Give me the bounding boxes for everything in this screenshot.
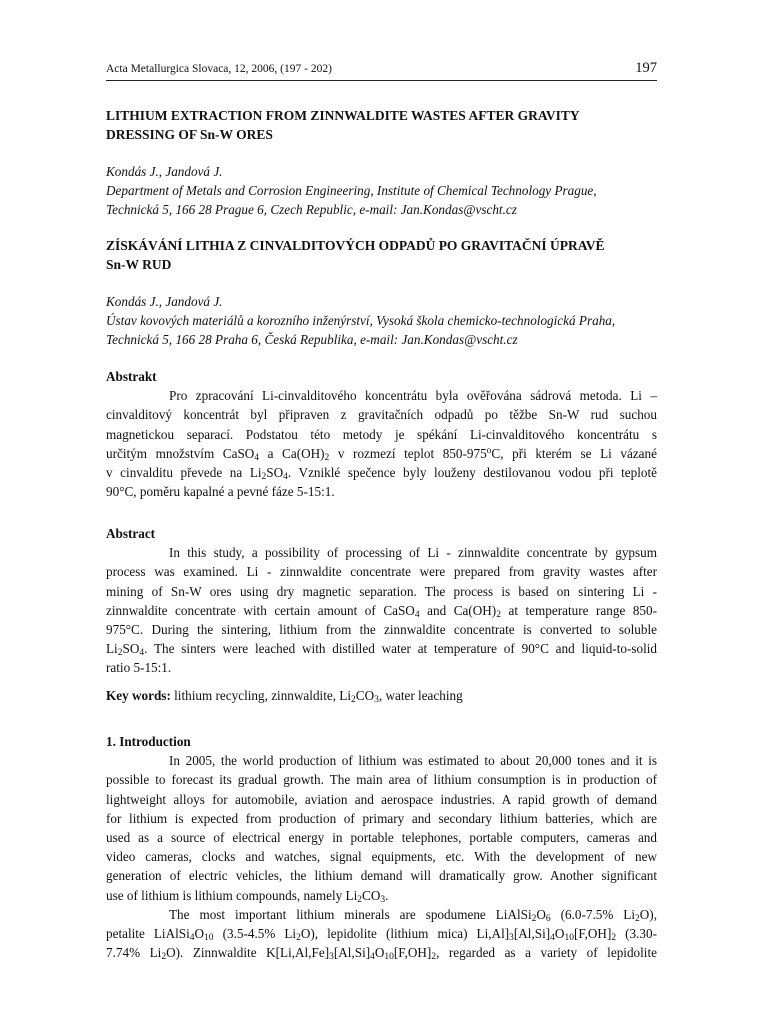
english-affiliation-line-2: Technická 5, 166 28 Prague 6, Czech Republic, e-mail: Jan.Kondas@vscht.cz [106, 202, 517, 218]
abstract-line-2: process was examined. Li - zinnwaldite concentrate were prepared from gravity wastes after [106, 564, 657, 580]
keywords-text: lithium recycling, zinnwaldite, $Li_2CO_3$, water leaching [170, 688, 463, 705]
abstrakt-line-1: Pro zpracování Li-cinvalditového koncentrátu byla ověřována sádrová metoda. Li – [169, 388, 657, 404]
intro-p2-line-2: petalite $LiAlSi_4O_{10}$ (3.5-4.5% $Li_2O$), lepidolite (lithium mica) $Li,Al]_3[Al,Si]_4O_{10}[F,OH]_2$ (3.30- [106, 926, 657, 944]
abstract-line-1: In this study, a possibility of processing of Li - zinnwaldite concentrate by gypsum [169, 545, 657, 561]
abstrakt-line-2: cinvalditový koncentrát byl připraven z gravitačních odpadů po těžbe Sn-W rud suchou [106, 407, 657, 423]
english-authors: Kondás J., Jandová J. [106, 164, 223, 179]
introduction-heading: 1. Introduction [106, 734, 191, 749]
czech-authors: Kondás J., Jandová J. [106, 294, 223, 309]
keywords [106, 686, 657, 705]
abstract-heading: Abstract [106, 526, 156, 541]
abstract-line-7: ratio 5-15:1. [106, 660, 172, 676]
intro-p1-line-3: lightweight alloys for automobile, aviation and aerospace industries. A rapid growth of demand [106, 791, 657, 807]
english-affiliation-line-1: Department of Metals and Corrosion Engineering, Institute of Chemical Technology Prague, [106, 183, 597, 199]
abstrakt-line-6: 90°C, poměru kapalné a pevné fáze 5-15:1. [106, 484, 335, 500]
abstract-line-5: 975°C. During the sintering, lithium from the zinnwaldite concentrate is converted to soluble [106, 622, 657, 638]
czech-affiliation-line-2: Technická 5, 166 28 Praha 6, Česká Republika, e-mail: Jan.Kondas@vscht.cz [106, 332, 518, 348]
intro-p2-line-1: The most important lithium minerals are spodumene $LiAlSi_2O_6$ (6.0-7.5% $Li_2O$), [169, 906, 657, 924]
intro-p1-line-5: used as a source of electrical energy in portable telephones, portable computers, cameras and [106, 830, 657, 846]
intro-p1-line-2: possible to forecast its gradual growth. The main area of lithium consumption is in production of [106, 772, 657, 788]
intro-p1-line-4: for lithium is expected from production of primary and secondary lithium batteries, which are [106, 810, 657, 826]
abstrakt-line-4: určitým množstvím CaSO$_4$ a $Ca(OH)_2$ v rozmezí teplot 850-975$^o$C, při kterém se Li vázané [106, 445, 657, 463]
page-number: 197 [635, 60, 657, 76]
abstract-line-3: mining of Sn-W ores using dry magnetic separation. The process is based on sintering Li - [106, 583, 657, 599]
journal-citation: Acta Metallurgica Slovaca, 12, 2006, (197 - 202) [106, 63, 332, 75]
czech-title [106, 236, 657, 274]
czech-affiliation-line-1: Ústav kovových materiálů a korozního inženýrství, Vysoká škola chemicko-technologická Praha, [106, 313, 616, 329]
abstrakt-section [106, 367, 657, 501]
abstrakt-line-3: magnetickou separací. Podstatou této metody je spékání Li-cinvalditového koncentrátu s [106, 426, 657, 442]
intro-p1-line-1: In 2005, the world production of lithium was estimated to about 20,000 tones and it is [169, 753, 657, 769]
english-title-line-1: LITHIUM EXTRACTION FROM ZINNWALDITE WASTES AFTER GRAVITY [106, 108, 580, 123]
introduction-section [106, 732, 657, 962]
abstrakt-heading: Abstrakt [106, 369, 157, 384]
intro-p2-line-3: 7.74% $Li_2O$). Zinnwaldite $K[Li,Al,Fe]_3[Al,Si]_4O_{10}[F,OH]_2$, regarded as a variety of lepidolite [106, 945, 657, 963]
abstract-section [106, 524, 657, 678]
english-authors-block [106, 162, 657, 220]
czech-title-line-1: ZÍSKÁVÁNÍ LITHIA Z CINVALDITOVÝCH ODPADŮ PO GRAVITAČNÍ ÚPRAVĚ [106, 238, 605, 253]
intro-p1-line-7: generation of electric vehicles, the lithium demand will dramatically grow. Another significant [106, 868, 657, 884]
intro-p1-line-6: video cameras, clocks and watches, signal equipments, etc. With the development of new [106, 849, 657, 865]
english-title [106, 106, 657, 144]
abstrakt-line-5: v cinvalditu převede na $Li_2SO_4$. Vzniklé spečence byly louženy destilovanou vodou při teplotě [106, 465, 657, 483]
running-header [106, 58, 657, 81]
intro-p1-line-8: use of lithium is lithium compounds, namely $Li_2CO_3$. [106, 887, 389, 905]
abstract-line-6: $Li_2SO_4$. The sinters were leached with distilled water at temperature of 90°C and liquid-to-solid [106, 641, 657, 659]
czech-authors-block [106, 292, 657, 350]
abstract-line-4: zinnwaldite concentrate with certain amount of CaSO$_4$ and $Ca(OH)_2$ at temperature range 850- [106, 602, 658, 620]
keywords-label: Key words: [106, 688, 171, 703]
czech-title-line-2: Sn-W RUD [106, 257, 172, 272]
english-title-line-2: DRESSING OF Sn-W ORES [106, 127, 273, 142]
